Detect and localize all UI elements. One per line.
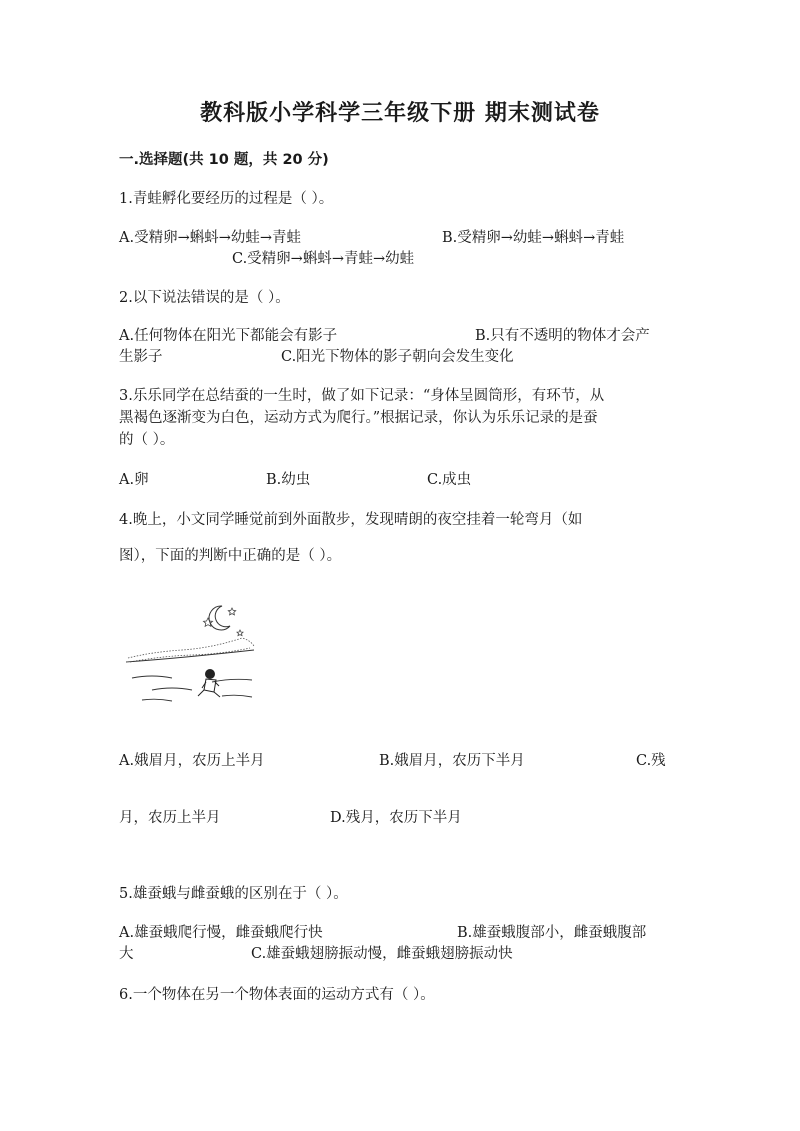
question-4-option-d: D.残月，农历下半月 [330, 810, 462, 826]
question-5-option-b: B.雄蚕蛾腹部小，雌蚕蛾腹部 [457, 925, 647, 941]
section-heading: 一.选择题(共 10 题，共 20 分) [119, 152, 329, 168]
night-moon-illustration [122, 600, 258, 706]
question-4-stem-line-2: 图），下面的判断中正确的是（ ）。 [119, 548, 342, 564]
question-2-option-b: B.只有不透明的物体才会产 [475, 328, 650, 344]
question-1-option-a: A.受精卵→蝌蚪→幼蛙→青蛙 [119, 230, 302, 246]
question-5-option-c: C.雄蚕蛾翅膀振动慢，雌蚕蛾翅膀振动快 [251, 946, 513, 962]
question-2-option-a: A.任何物体在阳光下都能会有影子 [119, 328, 338, 344]
question-3-option-a: A.卵 [119, 472, 149, 488]
question-2-option-b-cont: 生影子 [119, 349, 163, 365]
question-3-stem-line-1: 3.乐乐同学在总结蚕的一生时，做了如下记录：“身体呈圆筒形，有环节，从 [119, 388, 605, 404]
question-1-option-c: C.受精卵→蝌蚪→青蛙→幼蛙 [232, 251, 415, 267]
question-4-stem-line-1: 4.晚上，小文同学睡觉前到外面散步，发现晴朗的夜空挂着一轮弯月（如 [119, 512, 583, 528]
question-3-stem-line-3: 的（ ）。 [119, 432, 175, 448]
question-1-stem: 1.青蛙孵化要经历的过程是（ ）。 [119, 191, 334, 207]
question-3-option-b: B.幼虫 [266, 472, 311, 488]
ground-lines [126, 650, 254, 701]
question-3-option-c: C.成虫 [427, 472, 472, 488]
child-figure [198, 670, 220, 698]
question-5-option-a: A.雄蚕蛾爬行慢，雌蚕蛾爬行快 [119, 925, 323, 941]
question-4-option-c-cont: 月，农历上半月 [119, 810, 221, 826]
question-3-stem-line-2: 黑褐色逐渐变为白色，运动方式为爬行。”根据记录，你认为乐乐记录的是蚕 [119, 410, 598, 426]
question-4-option-c: C.残 [636, 753, 666, 769]
question-6-stem: 6.一个物体在另一个物体表面的运动方式有（ ）。 [119, 987, 435, 1003]
question-5-stem: 5.雄蚕蛾与雌蚕蛾的区别在于（ ）。 [119, 886, 348, 902]
question-1-option-b: B.受精卵→幼蛙→蝌蚪→青蛙 [442, 230, 625, 246]
page-title: 教科版小学科学三年级下册 期末测试卷 [200, 101, 600, 126]
question-4-option-a: A.娥眉月，农历上半月 [119, 753, 265, 769]
crescent-moon-icon [209, 606, 230, 630]
cloud-horizon [128, 638, 254, 662]
question-4-option-b: B.娥眉月，农历下半月 [379, 753, 525, 769]
question-2-stem: 2.以下说法错误的是（ ）。 [119, 290, 290, 306]
question-2-option-c: C.阳光下物体的影子朝向会发生变化 [281, 349, 514, 365]
question-5-option-b-cont: 大 [119, 946, 134, 962]
